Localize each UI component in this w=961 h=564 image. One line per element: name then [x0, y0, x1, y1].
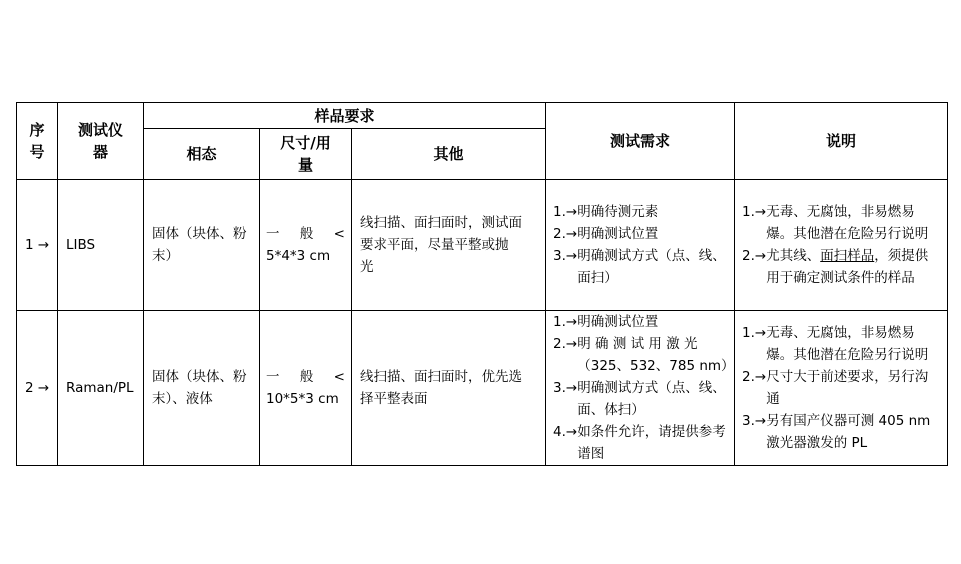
header-phase: 相态: [144, 129, 260, 180]
row-phase: 固体（块体、粉 末）: [144, 180, 260, 311]
list-item: 3.→ 明确测试方式（点、线、面、体扫）: [553, 380, 726, 418]
list-item: 3.→ 另有国产仪器可测 405 nm 激光器激发的 PL: [742, 413, 931, 451]
list-item: 1.→ 无毒、无腐蚀，非易燃易爆。其他潜在危险另行说明: [742, 204, 929, 242]
row-instrument: Raman/PL: [58, 311, 144, 466]
header-instrument: 测试仪 器: [58, 103, 144, 180]
header-row-1: [17, 103, 948, 129]
header-size: 尺寸/用 量: [260, 129, 352, 180]
list-item: 3.→ 明确测试方式（点、线、面扫）: [553, 248, 726, 286]
row-instrument: LIBS: [58, 180, 144, 311]
table-row: [17, 311, 948, 466]
list-item: 1.→ 明确测试位置: [553, 314, 659, 330]
row-other: 线扫描、面扫面时，测试面 要求平面，尽量平整或抛 光: [352, 180, 546, 311]
row-phase: 固体（块体、粉 末）、液体: [144, 311, 260, 466]
header-sample-requirements: 样品要求: [144, 103, 546, 129]
header-other: 其他: [352, 129, 546, 180]
list-item: 2.→ 明 确 测 试 用 激 光（325、532、785 nm）: [553, 336, 735, 374]
list-item: 1.→ 明确待测元素: [553, 204, 659, 220]
row-size: 一 般 < 10*5*3 cm: [260, 311, 352, 466]
row-seq: 2 →: [17, 311, 58, 466]
row-test-needs: [546, 180, 735, 311]
header-notes: 说明: [735, 103, 948, 180]
list-item: 1.→ 无毒、无腐蚀，非易燃易爆。其他潜在危险另行说明: [742, 325, 929, 363]
row-notes: [735, 180, 948, 311]
table-row: [17, 180, 948, 311]
list-item: 2.→ 尤其线、面扫样品，须提供用于确定测试条件的样品: [742, 248, 929, 286]
list-item: 2.→ 尺寸大于前述要求，另行沟通: [742, 369, 929, 407]
row-seq: 1 →: [17, 180, 58, 311]
sample-requirements-table: [16, 102, 948, 466]
header-test-needs: 测试需求: [546, 103, 735, 180]
list-item: 2.→ 明确测试位置: [553, 226, 659, 242]
row-test-needs: [546, 311, 735, 466]
row-size: 一 般 < 5*4*3 cm: [260, 180, 352, 311]
row-other: 线扫描、面扫面时，优先选 择平整表面: [352, 311, 546, 466]
row-notes: [735, 311, 948, 466]
list-item: 4.→ 如条件允许，请提供参考谱图: [553, 424, 726, 462]
header-seq: 序 号: [17, 103, 58, 180]
